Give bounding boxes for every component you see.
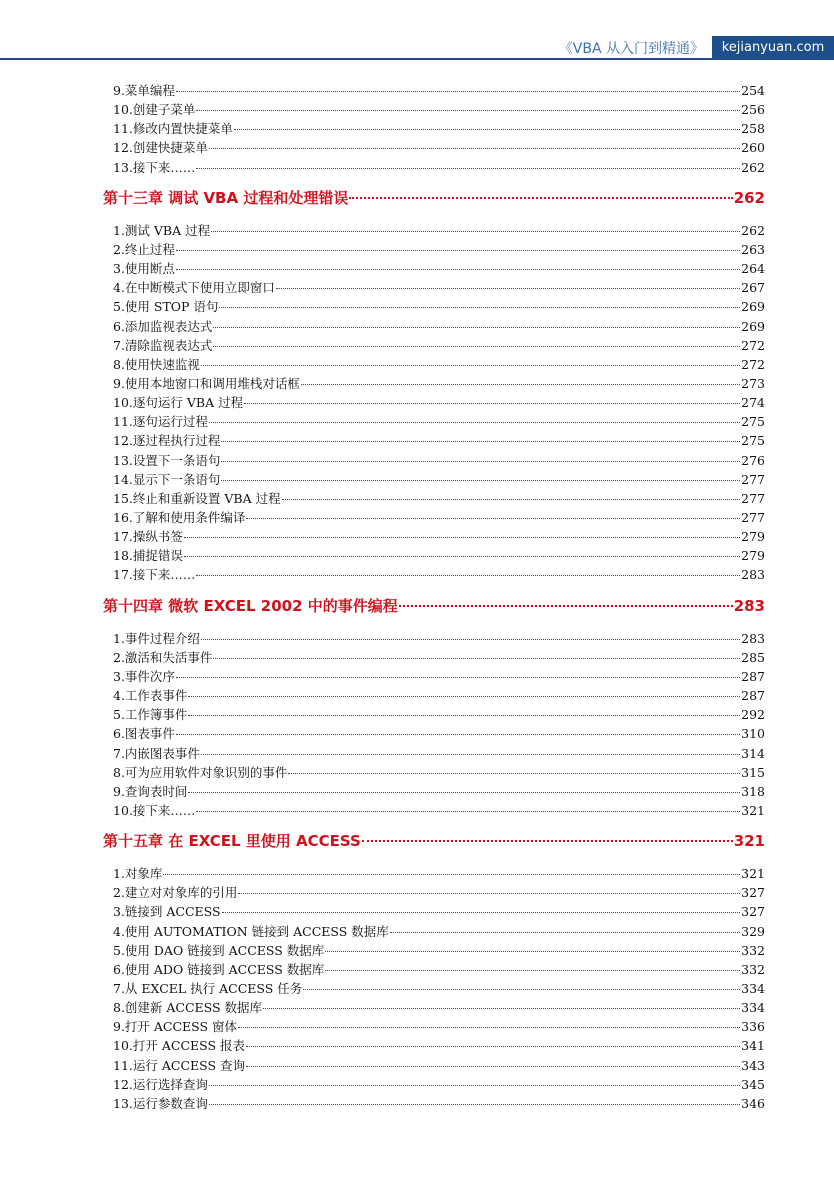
book-title: 《VBA 从入门到精通》: [558, 41, 704, 57]
toc-entry-title: 11.逐句运行过程: [113, 414, 208, 430]
toc-chapter[interactable]: [103, 593, 765, 619]
toc-entry-title: 2.激活和失活事件: [113, 649, 213, 665]
dot-leader: [188, 792, 740, 793]
toc-entry-title: 8.创建新 ACCESS 数据库: [113, 1000, 263, 1016]
toc-entry-title: 13.运行参数查询: [113, 1095, 208, 1111]
dot-leader: [176, 269, 740, 270]
toc-page-number: 315: [741, 764, 765, 780]
toc-page-number: 279: [741, 529, 765, 545]
toc-page-number: 262: [741, 222, 765, 238]
toc-entry-title: 9.查询表时间: [113, 783, 188, 799]
dot-leader: [209, 422, 740, 423]
dot-leader: [213, 658, 740, 659]
dot-leader: [201, 639, 740, 640]
toc-entry-title: 4.工作表事件: [113, 688, 188, 703]
toc-entry-title: 16.了解和使用条件编译: [113, 510, 246, 525]
toc-entry-title: 3.链接到 ACCESS: [113, 904, 221, 920]
dot-leader: [222, 912, 741, 913]
toc-page-number: 277: [741, 490, 765, 506]
toc-entry[interactable]: [113, 489, 765, 508]
dot-leader: [176, 250, 740, 251]
toc-page-number: 287: [741, 668, 765, 684]
dot-leader: [219, 307, 740, 308]
toc-entry[interactable]: [113, 374, 765, 393]
toc-page-number: 345: [741, 1076, 765, 1092]
dot-leader: [188, 696, 740, 697]
dot-leader: [325, 970, 740, 971]
toc-entry[interactable]: [113, 278, 765, 297]
toc-entry[interactable]: [113, 81, 765, 100]
toc-page-number: 264: [741, 261, 765, 277]
toc-page-number: 269: [741, 318, 765, 334]
toc-entry[interactable]: [113, 355, 765, 374]
dot-leader: [221, 461, 740, 462]
dot-leader: [209, 1085, 740, 1086]
dot-leader: [196, 811, 740, 812]
toc-page-number: 329: [741, 923, 765, 939]
toc-page-number: 269: [741, 299, 765, 315]
dot-leader: [176, 91, 740, 92]
toc-entry-title: 2.建立对对象库的引用: [113, 885, 238, 901]
page-header: [0, 36, 834, 62]
toc-page-number: 277: [741, 510, 765, 525]
toc-entry-title: 7.内嵌图表事件: [113, 745, 200, 761]
toc-entry-title: 8.使用快速监视: [113, 356, 200, 372]
toc-page-number: 334: [741, 981, 765, 996]
header-rule: [0, 58, 834, 60]
dot-leader: [246, 1066, 740, 1067]
toc-page-number: 292: [741, 707, 765, 723]
toc-page-number: 258: [741, 121, 765, 137]
toc-entry-title: 11.运行 ACCESS 查询: [113, 1057, 246, 1073]
toc-entry-title: 12.运行选择查询: [113, 1076, 208, 1092]
toc-entry[interactable]: [113, 763, 765, 782]
dot-leader: [196, 110, 740, 111]
toc-entry[interactable]: [113, 902, 765, 921]
toc-entry-title: 5.使用 DAO 链接到 ACCESS 数据库: [113, 942, 325, 958]
toc-page-number: 332: [741, 961, 765, 977]
toc-entry[interactable]: [113, 259, 765, 278]
toc-page-number: 283: [741, 630, 765, 646]
toc-entry-title: 9.打开 ACCESS 窗体: [113, 1019, 238, 1035]
toc-entry[interactable]: [113, 1056, 765, 1075]
toc-entry-title: 5.工作簿事件: [113, 707, 188, 723]
dot-leader: [201, 754, 740, 755]
toc-page-number: 283: [741, 567, 765, 583]
toc-page-number: 287: [741, 688, 765, 703]
toc-page-number: 283: [733, 596, 765, 615]
dot-leader: [301, 384, 740, 385]
toc-entry-title: 7.从 EXCEL 执行 ACCESS 任务: [113, 981, 303, 996]
toc-entry-title: 4.使用 AUTOMATION 链接到 ACCESS 数据库: [113, 923, 389, 939]
toc-entry[interactable]: [113, 629, 765, 648]
toc-entry[interactable]: [113, 979, 765, 998]
dot-leader: [196, 168, 740, 169]
toc-entry-title: 11.修改内置快捷菜单: [113, 121, 233, 137]
site-badge[interactable]: kejianyuan.com: [712, 36, 834, 60]
toc-entry-title: 6.添加监视表达式: [113, 318, 213, 334]
toc-entry[interactable]: [113, 100, 765, 119]
toc-page-number: 332: [741, 942, 765, 958]
toc-entry-title: 13.设置下一条语句: [113, 452, 221, 468]
toc-entry-title: 15.终止和重新设置 VBA 过程: [113, 490, 281, 506]
toc-page-number: 346: [741, 1095, 765, 1111]
toc-page-number: 272: [741, 337, 765, 353]
toc-entry[interactable]: [113, 546, 765, 565]
dot-leader: [390, 932, 740, 933]
dot-leader: [325, 951, 740, 952]
toc-entry[interactable]: [113, 724, 765, 743]
toc-entry-title: 12.逐过程执行过程: [113, 433, 221, 449]
dot-leader: [276, 288, 740, 289]
dot-leader: [176, 677, 740, 678]
dot-leader: [196, 575, 740, 576]
toc-entry-title: 10.逐句运行 VBA 过程: [113, 395, 244, 411]
toc-page-number: 321: [741, 802, 765, 818]
toc-entry-title: 1.对象库: [113, 866, 163, 882]
toc-chapter[interactable]: [103, 828, 765, 854]
dot-leader: [238, 893, 740, 894]
toc-page-number: 262: [733, 188, 765, 207]
dot-leader: [221, 441, 740, 442]
toc-entry-title: 9.使用本地窗口和调用堆栈对话框: [113, 375, 300, 391]
toc-page-number: 276: [741, 452, 765, 468]
toc-entry[interactable]: [113, 941, 765, 960]
dot-leader: [213, 346, 740, 347]
dot-leader: [184, 537, 740, 538]
toc-entry-title: 8.可为应用软件对象识别的事件: [113, 764, 288, 780]
toc-page-number: 260: [741, 140, 765, 156]
toc-page-number: 318: [741, 783, 765, 799]
toc-entry-title: 10.创建子菜单: [113, 102, 196, 118]
toc-entry-title: 5.使用 STOP 语句: [113, 299, 219, 315]
toc-entry-title: 2.终止过程: [113, 241, 175, 257]
toc-page-number: 273: [741, 375, 765, 391]
dot-leader: [399, 605, 733, 607]
dot-leader: [288, 773, 740, 774]
toc-page-number: 327: [741, 904, 765, 920]
toc-entry[interactable]: [113, 221, 765, 240]
toc-page-number: 285: [741, 649, 765, 665]
toc-entry[interactable]: [113, 922, 765, 941]
dot-leader: [263, 1008, 740, 1009]
toc-entry[interactable]: [113, 470, 765, 489]
dot-leader: [246, 518, 740, 519]
toc-entry[interactable]: [113, 686, 765, 705]
dot-leader: [234, 129, 740, 130]
toc-page-number: 343: [741, 1057, 765, 1073]
toc-page-number: 279: [741, 548, 765, 564]
toc-entry-title: 3.事件次序: [113, 668, 175, 684]
toc-page-number: 256: [741, 102, 765, 118]
toc-entry[interactable]: [113, 960, 765, 979]
toc-entry-title: 18.捕捉错误: [113, 548, 183, 564]
toc-entry-title: 13.接下来……: [113, 159, 196, 175]
toc-entry[interactable]: [113, 705, 765, 724]
toc-entry[interactable]: [113, 782, 765, 801]
toc-entry-title: 17.接下来……: [113, 567, 196, 583]
toc-page-number: 277: [741, 471, 765, 487]
toc-entry[interactable]: [113, 1017, 765, 1036]
dot-leader: [184, 556, 740, 557]
dot-leader: [188, 715, 740, 716]
toc-entry[interactable]: [113, 864, 765, 883]
toc-page-number: 254: [741, 83, 765, 98]
dot-leader: [201, 365, 740, 366]
toc-entry[interactable]: [113, 393, 765, 412]
toc-entry[interactable]: [113, 744, 765, 763]
toc-entry[interactable]: [113, 1075, 765, 1094]
toc-entry-title: 10.打开 ACCESS 报表: [113, 1038, 246, 1054]
toc-page-number: 275: [741, 414, 765, 430]
toc-entry[interactable]: [113, 565, 765, 584]
toc-page-number: 327: [741, 885, 765, 901]
dot-leader: [282, 499, 741, 500]
toc-entry[interactable]: [113, 1036, 765, 1055]
toc-entry[interactable]: [113, 998, 765, 1017]
dot-leader: [163, 874, 740, 875]
toc-entry-title: 第十四章 微软 EXCEL 2002 中的事件编程: [103, 596, 398, 615]
toc-entry[interactable]: [113, 317, 765, 336]
toc-entry-title: 1.测试 VBA 过程: [113, 222, 211, 238]
toc-entry[interactable]: [113, 412, 765, 431]
toc-entry[interactable]: [113, 801, 765, 820]
dot-leader: [213, 327, 740, 328]
toc-entry-title: 7.清除监视表达式: [113, 337, 213, 353]
toc-entry-title: 10.接下来……: [113, 802, 196, 818]
toc-entry[interactable]: [113, 158, 765, 177]
toc-entry-title: 第十五章 在 EXCEL 里使用 ACCESS: [103, 832, 361, 851]
toc-entry[interactable]: [113, 119, 765, 138]
dot-leader: [221, 480, 740, 481]
toc-entry[interactable]: [113, 1094, 765, 1113]
dot-leader: [362, 840, 733, 842]
toc-chapter[interactable]: [103, 185, 765, 211]
toc-page-number: 321: [733, 832, 765, 851]
toc-entry[interactable]: [113, 648, 765, 667]
toc-page-number: 262: [741, 159, 765, 175]
dot-leader: [244, 403, 740, 404]
toc-entry-title: 1.事件过程介绍: [113, 630, 200, 646]
toc-page-number: 275: [741, 433, 765, 449]
dot-leader: [211, 231, 740, 232]
toc-page-number: 336: [741, 1019, 765, 1035]
toc-entry[interactable]: [113, 431, 765, 450]
dot-leader: [246, 1046, 740, 1047]
dot-leader: [349, 197, 732, 199]
toc-entry[interactable]: [113, 451, 765, 470]
dot-leader: [303, 989, 740, 990]
toc-page-number: 334: [741, 1000, 765, 1016]
toc-entry-title: 9.菜单编程: [113, 83, 175, 98]
toc-entry[interactable]: [113, 883, 765, 902]
toc-entry-title: 12.创建快捷菜单: [113, 140, 208, 156]
toc-entry-title: 17.操纵书签: [113, 529, 183, 545]
toc-entry[interactable]: [113, 138, 765, 157]
toc-entry[interactable]: [113, 240, 765, 259]
toc-entry-title: 14.显示下一条语句: [113, 471, 221, 487]
dot-leader: [209, 148, 740, 149]
dot-leader: [238, 1027, 740, 1028]
toc-entry[interactable]: [113, 527, 765, 546]
toc-page-number: 263: [741, 241, 765, 257]
toc-entry[interactable]: [113, 297, 765, 316]
toc-entry-title: 6.图表事件: [113, 726, 175, 742]
toc-page-number: 341: [741, 1038, 765, 1054]
toc-page-number: 274: [741, 395, 765, 411]
toc-entry-title: 6.使用 ADO 链接到 ACCESS 数据库: [113, 961, 325, 977]
dot-leader: [176, 734, 740, 735]
toc-entry-title: 4.在中断模式下使用立即窗口: [113, 280, 275, 296]
toc-page-number: 321: [741, 866, 765, 882]
toc-entry[interactable]: [113, 508, 765, 527]
toc-page-number: 267: [741, 280, 765, 296]
toc-entry-title: 第十三章 调试 VBA 过程和处理错误: [103, 188, 349, 207]
toc-page-number: 310: [741, 726, 765, 742]
toc-entry[interactable]: [113, 336, 765, 355]
dot-leader: [209, 1104, 740, 1105]
toc-entry[interactable]: [113, 667, 765, 686]
toc-page-number: 272: [741, 356, 765, 372]
toc-page-number: 314: [741, 745, 765, 761]
toc-entry-title: 3.使用断点: [113, 261, 175, 277]
